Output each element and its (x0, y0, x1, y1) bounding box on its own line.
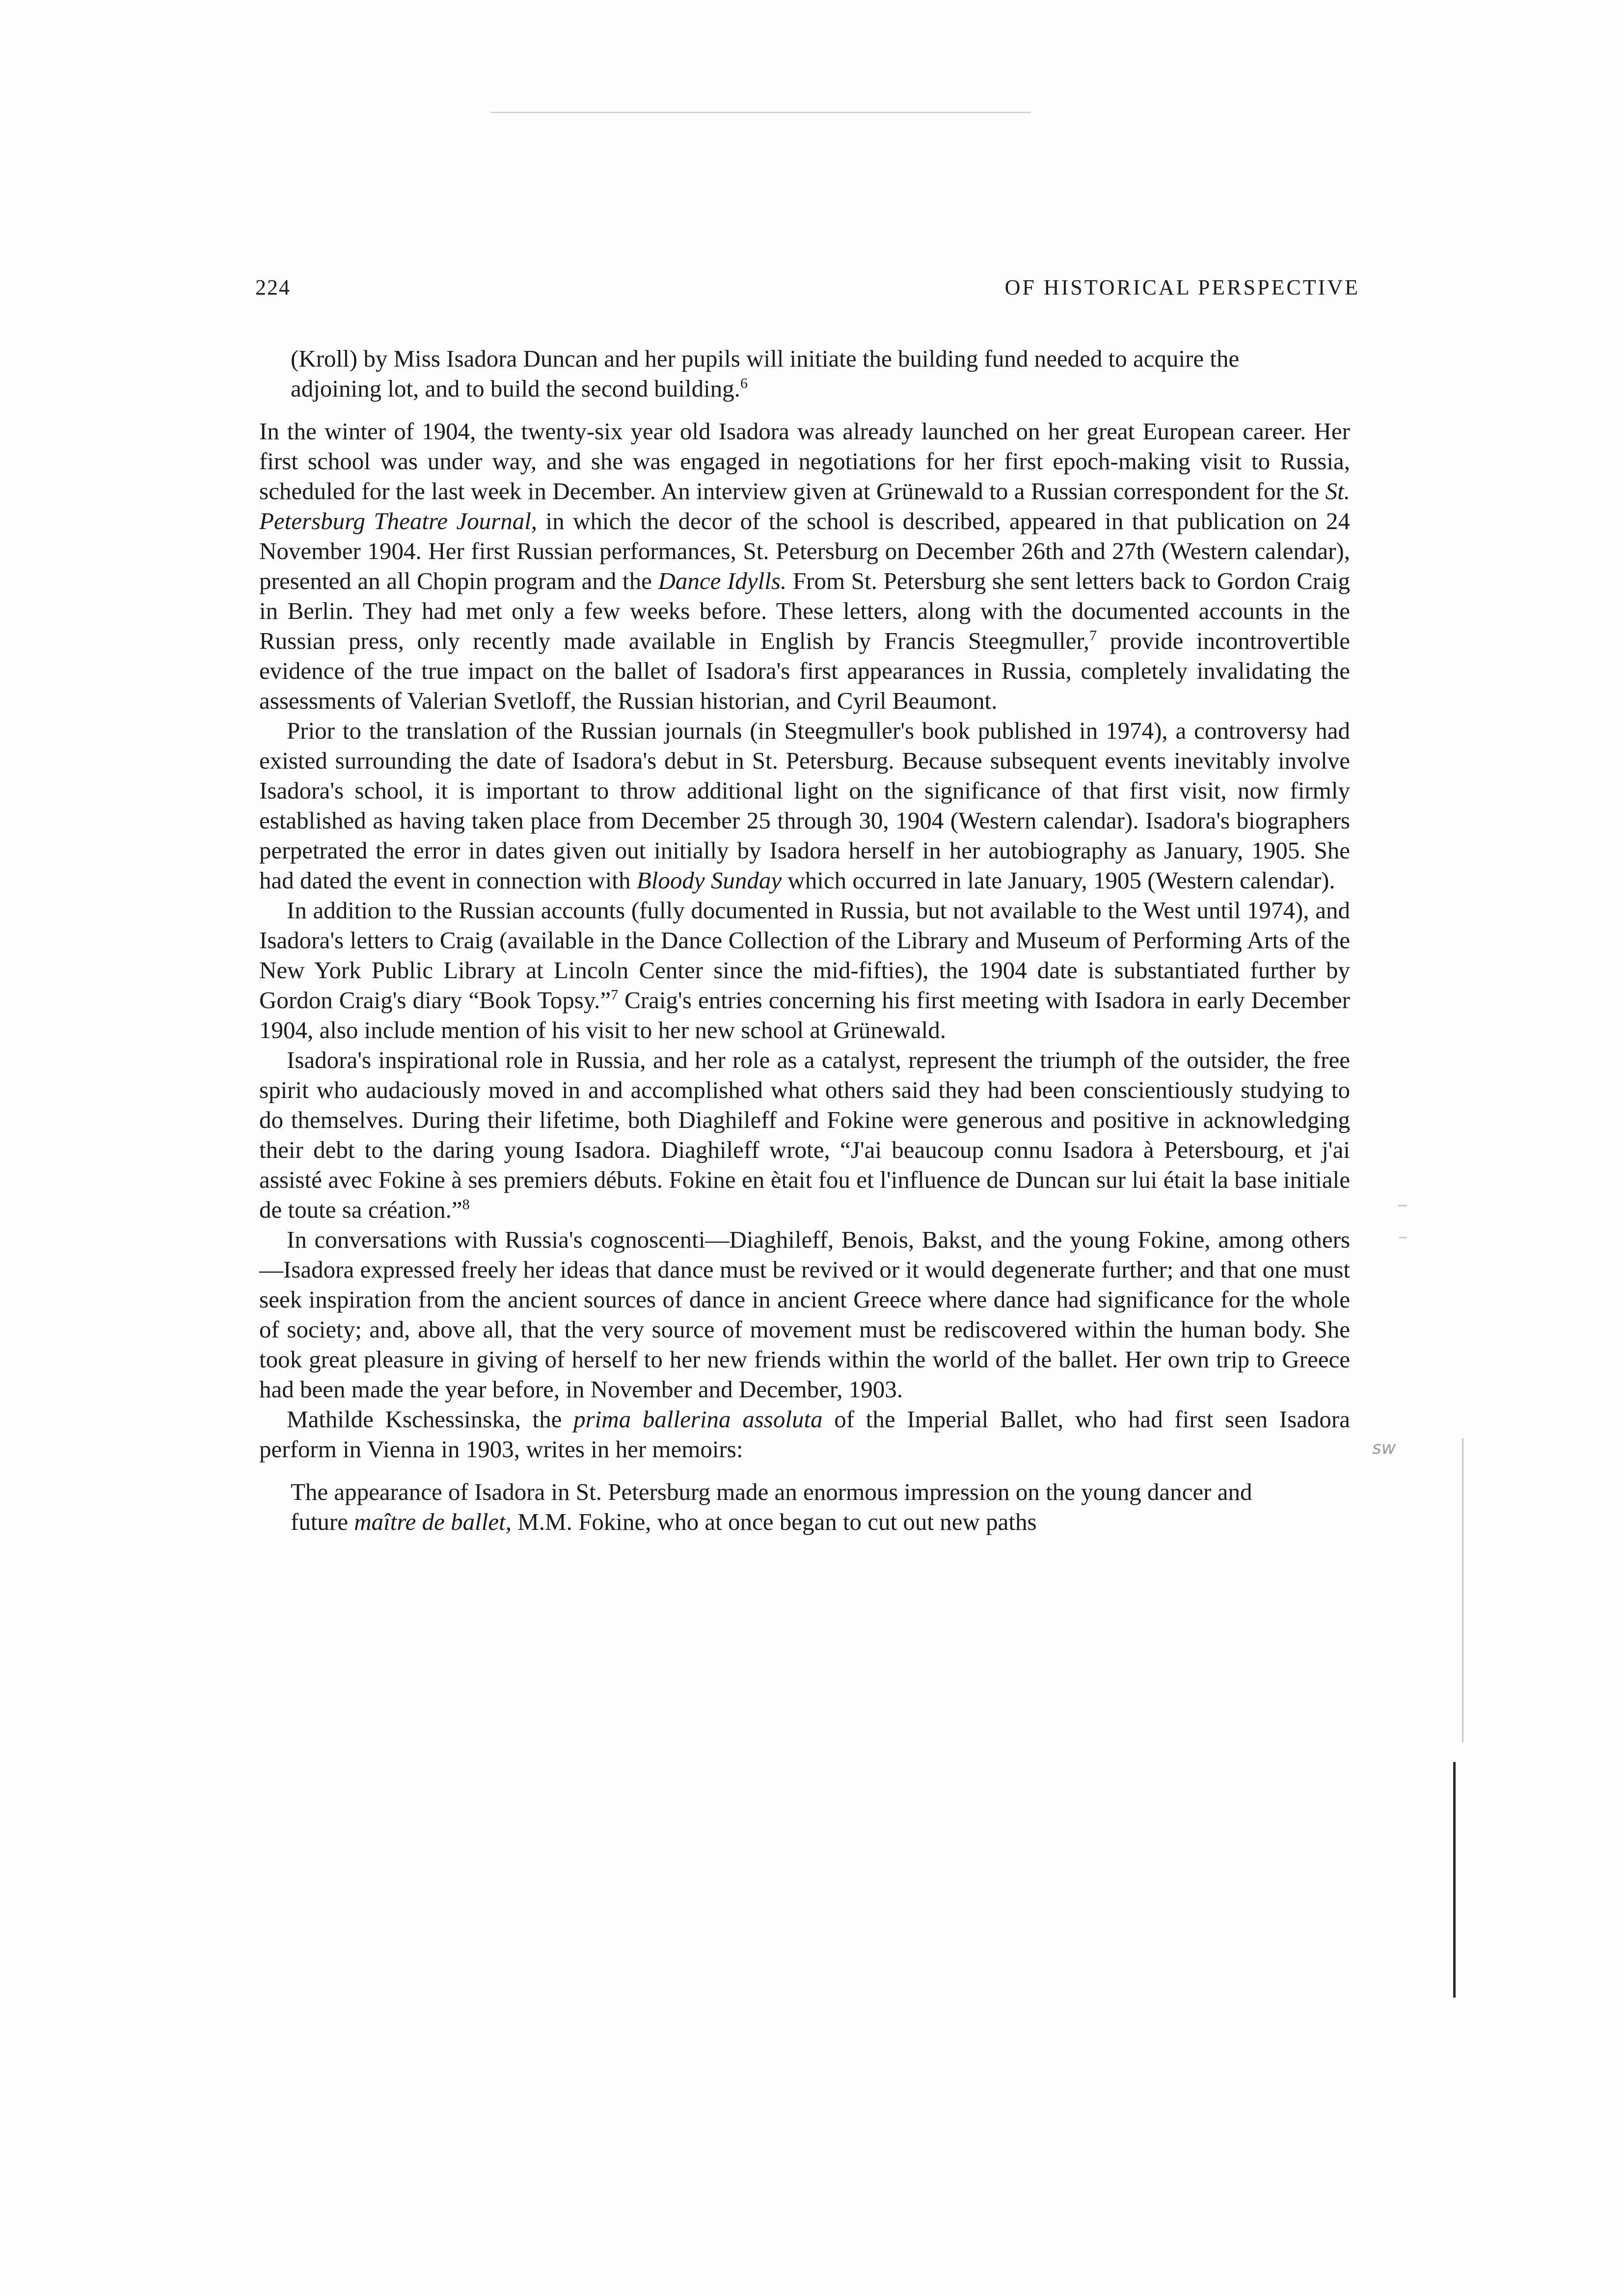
scan-artifact-top (491, 112, 1031, 113)
program-title: Dance Idylls. (658, 567, 787, 594)
footnote-ref: 7 (1089, 627, 1097, 644)
scan-artifact-tick (1399, 1237, 1407, 1238)
body-text (259, 344, 1350, 1537)
scan-artifact-right-line (1453, 1762, 1456, 1998)
footnote-ref: 8 (462, 1196, 470, 1213)
footnote-ref: 6 (740, 375, 748, 392)
paragraph: In conversations with Russia's cognoscenti—Diaghileff, Benois, Bakst, and the young Fokine, among others—Isadora expressed freely her ideas that dance must be revived or it would degenerate further; and that one must seek inspiration from the ancient sources of dance in ancient Greece where dance had significance for the whole of society; and, above all, that the very source of movement must be rediscovered within the human body. She took great pleasure in giving of herself to her new friends within the world of the ballet. Her own trip to Greece had been made the year before, in November and December, 1903. (259, 1226, 1350, 1403)
margin-note: sw (1372, 1438, 1396, 1458)
journal-title: St. Petersburg Theatre Journal, (259, 478, 1350, 534)
page-number: 224 (255, 275, 291, 299)
scan-artifact-tick (1398, 1205, 1407, 1206)
footnote-ref: 7 (611, 987, 619, 1003)
block-quote: The appearance of Isadora in St. Petersburg made an enormous impression on the young dancer and future maître de ballet, M.M. Fokine, who at once began to cut out new paths (291, 1478, 1252, 1535)
paragraph: Prior to the translation of the Russian journals (in Steegmuller's book published in 1974), a controversy had existed surrounding the date of Isadora's debut in St. Petersburg. Because subsequent events inevitably involve Isadora's school, it is important to throw additional light on the significance of that first visit, now firmly established as having taken place from December 25 through 30, 1904 (Western calendar). Isadora's biographers perpetrated the error in dates given out initially by Isadora herself in her autobiography as January, 1905. She had dated the event in connection with Bloody Sunday which occurred in late January, 1905 (Western calendar). (259, 717, 1350, 894)
paragraph: In the winter of 1904, the twenty-six year old Isadora was already launched on her great European career. Her first school was under way, and she was engaged in negotiations for her first epoch-making visit to Russia, scheduled for the last week in December. An interview given at Grünewald to a Russian correspondent for the St. Petersburg Theatre Journal, in which the decor of the school is described, appeared in that publication on 24 November 1904. Her first Russian performances, St. Petersburg on December 26th and 27th (Western calendar), presented an all Chopin program and the Dance Idylls. From St. Petersburg she sent letters back to Gordon Craig in Berlin. They had met only a few weeks before. These letters, along with the documented accounts in the Russian press, only recently made available in English by Francis Steegmuller,$^7$ provide incontrovertible evidence of the true impact on the ballet of Isadora's first appearances in Russia, completely invalidating the assessments of Valerian Svetloff, the Russian historian, and Cyril Beaumont. (259, 418, 1351, 714)
block-quote-continued: (Kroll) by Miss Isadora Duncan and her pupils will initiate the building fund needed to acquire the adjoining lot, and to build the second building.$^6$ (291, 345, 1240, 402)
paragraph: In addition to the Russian accounts (fully documented in Russia, but not available to the West until 1974), and Isadora's letters to Craig (available in the Dance Collection of the Library and Museum of Performing Arts of the New York Public Library at Lincoln Center since the mid-fifties), the 1904 date is substantiated further by Gordon Craig's diary “Book Topsy.”$^7$ Craig's entries concerning his first meeting with Isadora in early December 1904, also include mention of his visit to her new school at Grünewald. (259, 897, 1350, 1043)
role-title: maître de ballet, (354, 1508, 512, 1535)
rank-title: prima ballerina assoluta (573, 1406, 823, 1433)
page-header (255, 275, 1360, 309)
paragraph: Isadora's inspirational role in Russia, and her role as a catalyst, represent the triumph of the outsider, the free spirit who audaciously moved in and accomplished what others said they had been conscientiously studying to do themselves. During their lifetime, both Diaghileff and Fokine were generous and positive in acknowledging their debt to the daring young Isadora. Diaghileff wrote, “J'ai beaucoup connu Isadora à Petersbourg, et j'ai assisté avec Fokine à ses premiers débuts. Fokine en ètait fou et l'influence de Duncan sur lui était la base initiale de toute sa création.”$^8$ (259, 1046, 1350, 1223)
scan-artifact-right-faint (1462, 1438, 1463, 1742)
event-title: Bloody Sunday (636, 867, 782, 894)
paragraph: Mathilde Kschessinska, the prima ballerina assoluta of the Imperial Ballet, who had first seen Isadora perform in Vienna in 1903, writes in her memoirs: (259, 1406, 1351, 1463)
running-head: OF HISTORICAL PERSPECTIVE (1004, 275, 1360, 299)
